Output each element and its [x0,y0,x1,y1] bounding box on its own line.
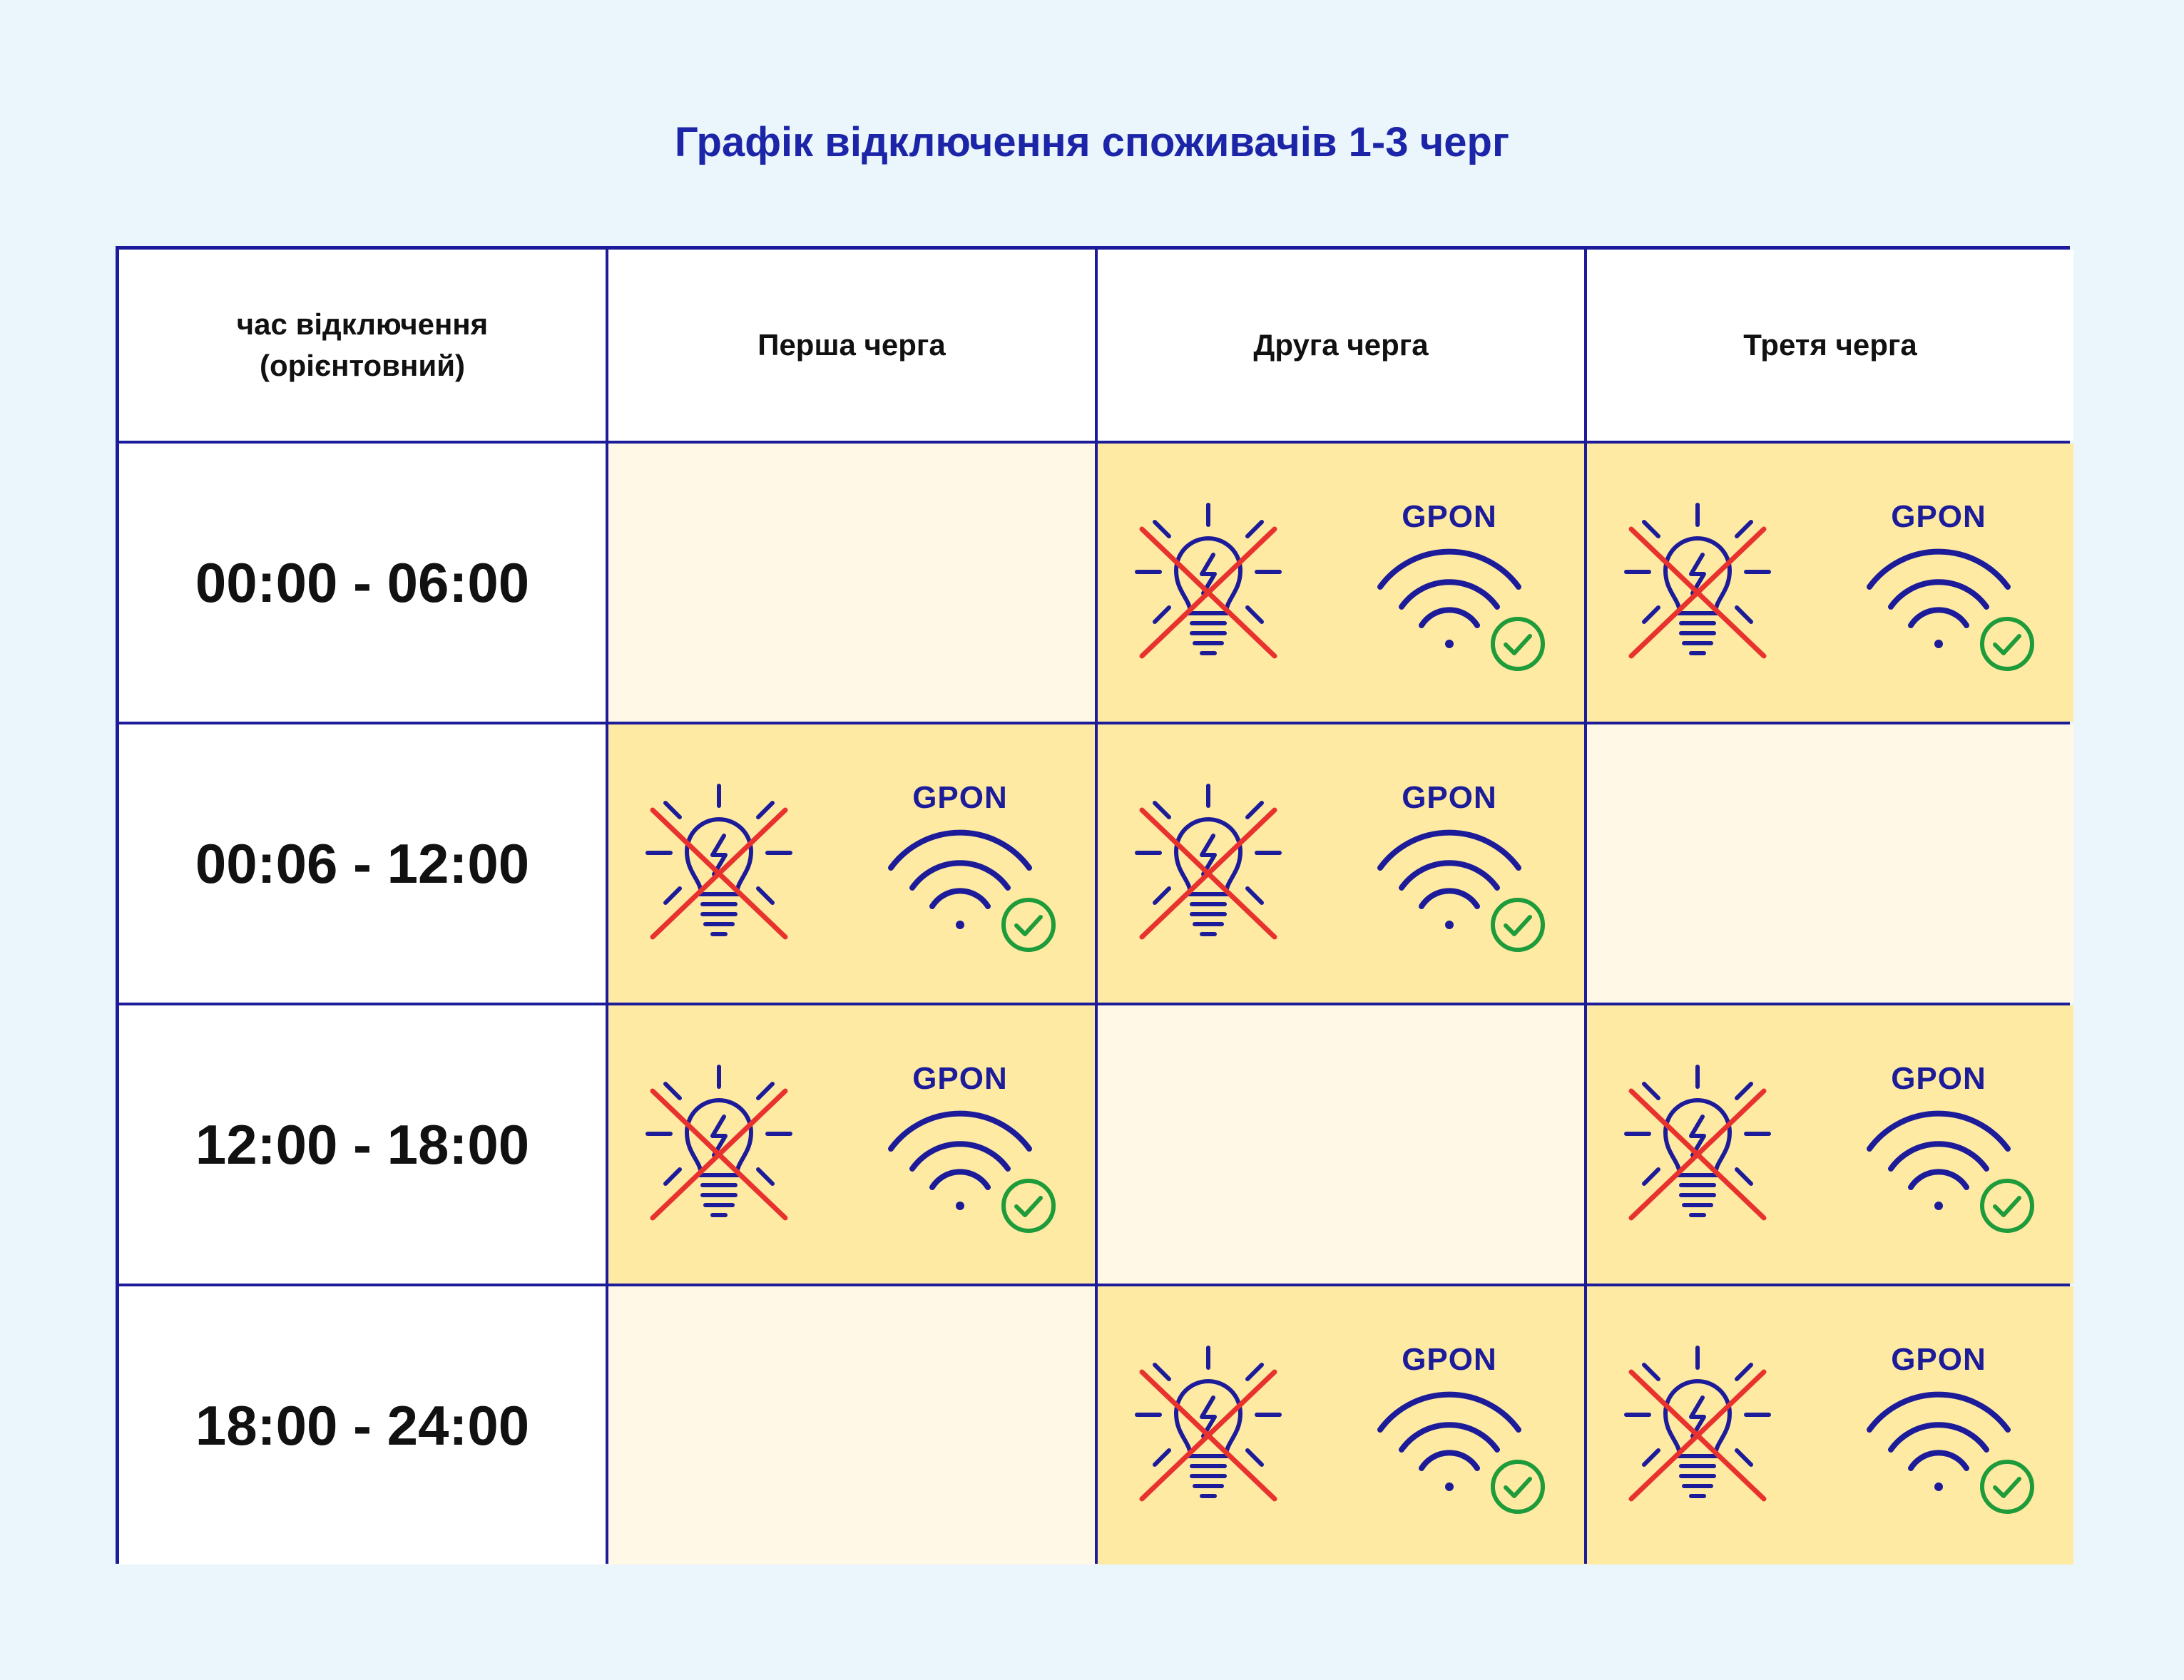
bulb-off-icon [1133,501,1283,665]
bulb-off-icon [1133,1343,1283,1507]
check-icon [1489,615,1547,673]
schedule-cell-outage [1098,444,1584,722]
schedule-cell-power-on [608,444,1095,722]
check-icon [1978,1458,2036,1516]
check-icon [1978,615,2036,673]
outage-indicator [608,724,1095,1003]
cross-icon [1142,1372,1275,1499]
gpon-label: GPON [1891,1061,1986,1096]
cross-icon [653,1091,785,1218]
schedule-cell-power-on [1587,724,2073,1003]
cross-icon [1142,529,1275,656]
header-queue-2: Друга черга [1098,250,1584,441]
check-icon [1978,1177,2036,1235]
outage-indicator [1587,444,2073,722]
gpon-status [1376,1329,1554,1522]
outage-schedule-table [116,246,2070,1564]
schedule-cell-outage [1098,724,1584,1003]
outage-indicator [608,1005,1095,1284]
gpon-label: GPON [1891,499,1986,534]
bulb-off-icon [1133,782,1283,946]
schedule-cell-power-on [608,1286,1095,1564]
schedule-cell-outage [1587,444,2073,722]
time-slot: 12:00 - 18:00 [119,1005,606,1284]
outage-indicator [1098,444,1584,722]
schedule-cell-power-on [1098,1005,1584,1284]
outage-indicator [1098,1286,1584,1564]
time-slot: 00:00 - 06:00 [119,444,606,722]
bulb-off-icon [1623,1343,1772,1507]
gpon-status [1865,1048,2043,1241]
check-icon [999,1177,1058,1235]
gpon-label: GPON [1402,780,1497,815]
page-title: Графік відключення споживачів 1-3 черг [674,119,1510,165]
gpon-status [887,767,1065,960]
schedule-cell-outage [1098,1286,1584,1564]
gpon-status [1376,767,1554,960]
gpon-status [887,1048,1065,1241]
check-icon [1489,896,1547,954]
gpon-status [1865,1329,2043,1522]
header-queue-3: Третя черга [1587,250,2073,441]
gpon-label: GPON [912,1061,1008,1096]
gpon-label: GPON [1402,499,1497,534]
bulb-off-icon [644,782,794,946]
check-icon [1489,1458,1547,1516]
cross-icon [1631,1372,1764,1499]
cross-icon [653,810,785,937]
cross-icon [1142,810,1275,937]
time-slot: 00:06 - 12:00 [119,724,606,1003]
bulb-off-icon [1623,501,1772,665]
schedule-cell-outage [608,724,1095,1003]
gpon-label: GPON [912,780,1008,815]
gpon-status [1865,486,2043,679]
header-time: час відключення (орієнтовний) [119,250,606,441]
cross-icon [1631,1091,1764,1218]
bulb-off-icon [644,1062,794,1226]
time-slot: 18:00 - 24:00 [119,1286,606,1564]
outage-indicator [1587,1005,2073,1284]
gpon-status [1376,486,1554,679]
check-icon [999,896,1058,954]
gpon-label: GPON [1891,1342,1986,1377]
outage-indicator [1098,724,1584,1003]
outage-indicator [1587,1286,2073,1564]
bulb-off-icon [1623,1062,1772,1226]
gpon-label: GPON [1402,1342,1497,1377]
schedule-cell-outage [1587,1005,2073,1284]
cross-icon [1631,529,1764,656]
schedule-cell-outage [1587,1286,2073,1564]
header-queue-1: Перша черга [608,250,1095,441]
schedule-cell-outage [608,1005,1095,1284]
